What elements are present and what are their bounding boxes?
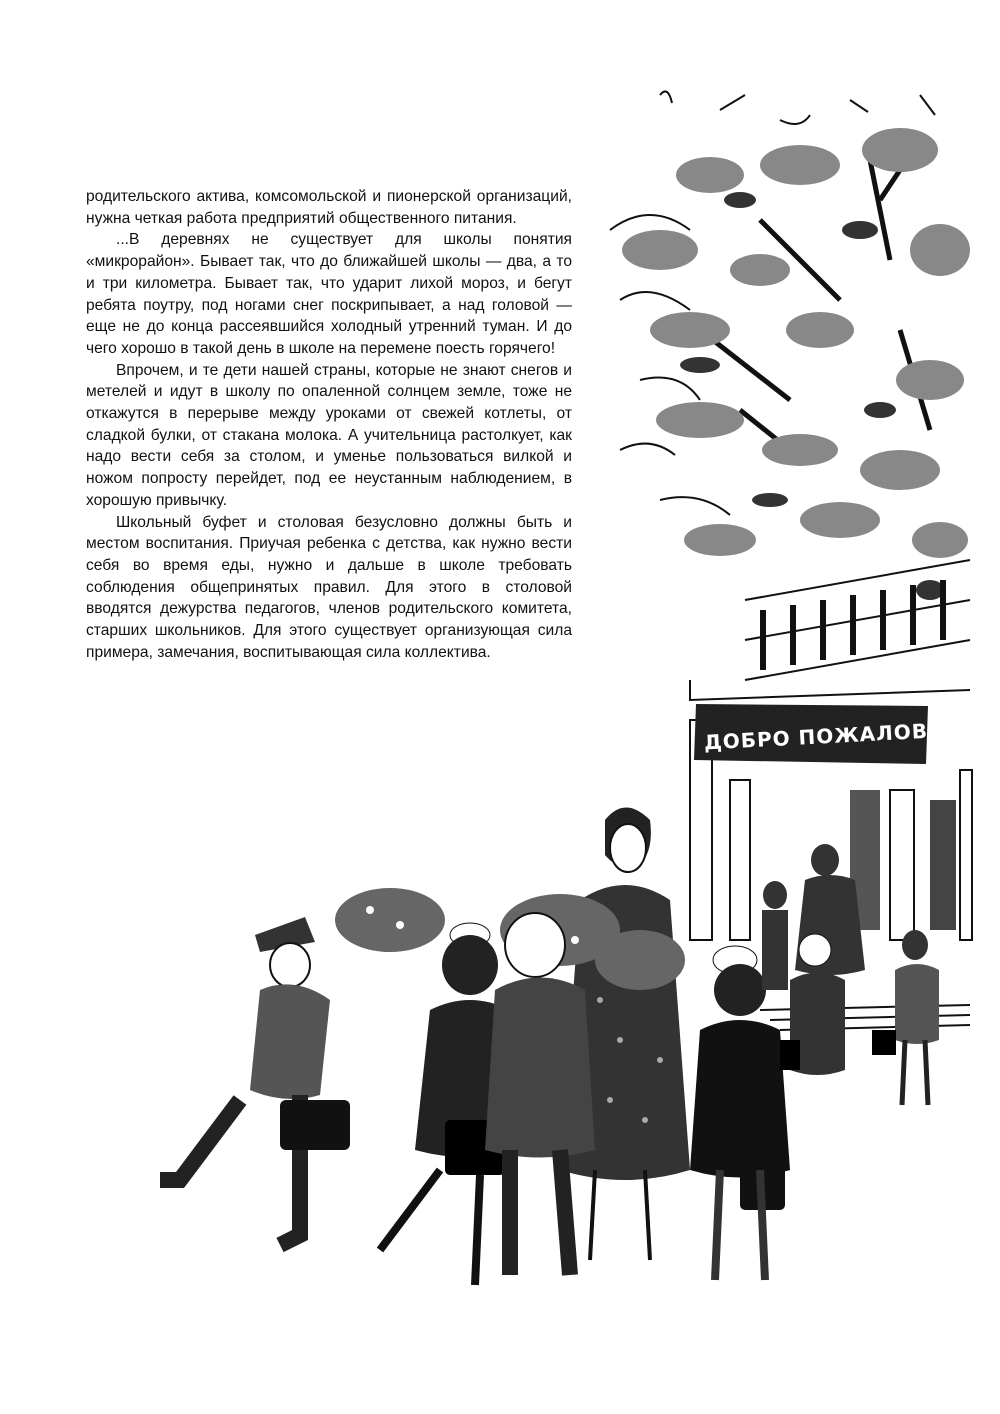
children-group xyxy=(160,808,939,1286)
paragraph-3: Впрочем, и те дети нашей страны, которые не знают снегов и метелей и идут в школу по опаленной солнцем земле, тоже не откажутся в перерыве между уроками от свежей котлеты, от сладкой булки, от стакана молока. А учительница растолкует, как надо вести себя за столом, и уменье пользоваться вилкой и ножом попросту перейдет, под ее неустанным наблюдением, в хорошую привычку. xyxy=(86,361,572,509)
tree-foliage xyxy=(610,91,970,600)
paragraph-2: ...В деревнях не существует для школы понятия «микрорайон». Бывает так, что до ближайшей школы — два, а то и три километра. Бывает так, что ударит лихой мороз, и бегут ребята поутру, под ногами снег поскрипывает, а над головой — еще не до конца рассеявшийся холодный утренний туман. И до чего хорошо в такой день в школе на перемене поесть горячего! xyxy=(86,231,572,357)
banner-text: ДОБРО ПОЖАЛОВАТЬ! xyxy=(703,715,986,755)
girl-right xyxy=(690,946,790,1280)
paragraph-1: родительского актива, комсомольской и пионерской организаций, нужна четкая работа предприятий общественного питания. xyxy=(86,188,572,227)
paragraph-4: Школьный буфет и столовая безусловно должны быть и местом воспитания. Приучая ребенка с детства, как нужно вести себя во время еды, нужно и дальше в школе требовать соблюдения общепринятых правил. Для этого в столовой вводятся дежурства педагогов, членов родительского комитета, старших школьников. Для этого существует организующая сила примера, замечания, воспитывающая сила коллектива. xyxy=(86,513,572,661)
boy-running xyxy=(160,917,350,1245)
welcome-banner xyxy=(694,704,986,764)
